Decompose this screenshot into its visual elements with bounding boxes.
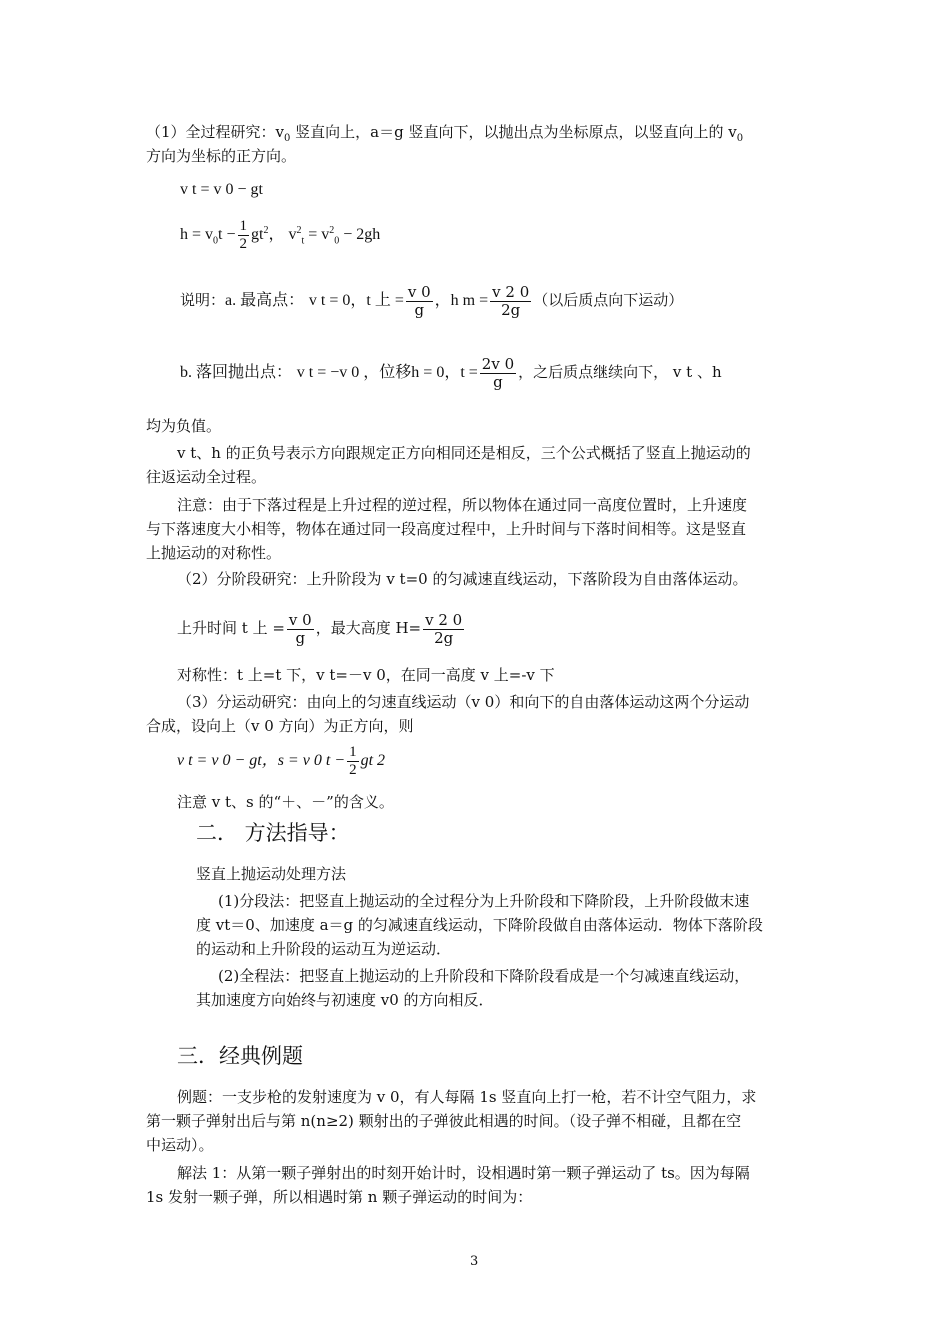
page-number: 3 bbox=[470, 1254, 479, 1269]
fraction-half-2: $\frac{1}{2}$ bbox=[349, 744, 357, 778]
note-highest-point: 说明：a. 最高点： v t = 0，t 上 = $\frac{v 0}{g}$ ，h m = $\frac{v 2 0}{2g}$ （以后质点向下运动） bbox=[180, 282, 684, 319]
para-sign-meaning-line2: 往返运动全过程。 bbox=[146, 468, 267, 486]
para-sign-meaning: v t、h 的正负号表示方向跟规定正方向相同还是相反，三个公式概括了竖直上抛运动的 bbox=[177, 444, 751, 462]
fraction-t-up: $\frac{v 0}{g}$ bbox=[407, 282, 431, 319]
para-stage-research: （2）分阶段研究：上升阶段为 v t=0 的匀减速直线运动，下落阶段为自由落体运动。 bbox=[177, 570, 748, 588]
section-heading-examples: 三．经典例题 bbox=[177, 1044, 303, 1068]
solution-1-line2: 1s 发射一颗子弹，所以相遇时第 n 颗子弹运动的时间为： bbox=[146, 1188, 533, 1206]
method-segment-line3: 的运动和上升阶段的运动互为逆运动． bbox=[196, 940, 452, 958]
para-component-motion: （3）分运动研究：由向上的匀速直线运动（v 0）和向下的自由落体运动这两个分运动 bbox=[177, 693, 750, 711]
note-return-point: b. 落回抛出点： v t = −v 0 ，位移h = 0，t = $\frac{2v 0}{g}$ ，之后质点继续向下， v t 、h bbox=[180, 354, 722, 391]
example-question: 例题：一支步枪的发射速度为 v 0，有人每隔 1s 竖直向上打一枪，若不计空气阻力，求 bbox=[177, 1088, 757, 1106]
method-segment-line2: 度 vt＝0、加速度 a＝g 的匀减速直线运动，下降阶段做自由落体运动．物体下落阶段 bbox=[196, 916, 763, 934]
equation-component: v t = v 0 − gt，s = v 0 t − $\frac{1}{2}$ gt 2 bbox=[177, 744, 386, 778]
negative-values: 均为负值。 bbox=[146, 417, 222, 435]
fraction-t-return: $\frac{2v 0}{g}$ bbox=[481, 354, 515, 391]
symmetry-formula: 对称性：t 上=t 下，v t=－v 0，在同一高度 v 上=-v 下 bbox=[177, 666, 555, 684]
equation-displacement: $h = v_0t$ − $\frac{1}{2}$ $gt^2$， $v^2_t = v^2_0 - 2gh$ bbox=[180, 218, 381, 252]
solution-1: 解法 1：从第一颗子弹射出的时刻开始计时，设相遇时第一颗子弹运动了 ts。因为每隔 bbox=[177, 1164, 750, 1182]
para-full-process-line2: 方向为坐标的正方向。 bbox=[146, 147, 297, 165]
para-component-motion-line2: 合成，设向上（v 0 方向）为正方向，则 bbox=[146, 717, 414, 735]
rise-time-formula: 上升时间 t 上 = $\frac{v 0}{g}$ ，最大高度 H= $\frac{v 2 0}{2g}$ bbox=[177, 610, 463, 647]
example-question-line3: 中运动）。 bbox=[146, 1136, 214, 1154]
example-question-line2: 第一颗子弹射出后与第 n(n≥2) 颗射出的子弹彼此相遇的时间。（设子弹不相碰，且都在空 bbox=[146, 1112, 742, 1130]
method-segment: (1)分段法：把竖直上抛运动的全过程分为上升阶段和下降阶段，上升阶段做末速 bbox=[218, 892, 750, 910]
fraction-max-height: $\frac{v 2 0}{2g}$ bbox=[425, 610, 463, 647]
method-title: 竖直上抛运动处理方法 bbox=[196, 865, 347, 883]
method-whole-line2: 其加速度方向始终与初速度 v0 的方向相反． bbox=[196, 991, 494, 1009]
attention-sign: 注意 v t、s 的“＋、－”的含义。 bbox=[177, 793, 394, 811]
fraction-h-max: $\frac{v 2 0}{2g}$ bbox=[492, 282, 530, 319]
fraction-half: $\frac{1}{2}$ bbox=[239, 218, 247, 252]
equation-velocity: v t = v 0 − gt bbox=[180, 181, 263, 198]
para-full-process: （1）全过程研究：$v_0$ 竖直向上，a＝g 竖直向下，以抛出点为坐标原点，以竖直向上的 $v_0$ bbox=[146, 123, 744, 144]
para-symmetry-note-line3: 上抛运动的对称性。 bbox=[146, 544, 282, 562]
section-heading-method: 二． 方法指导： bbox=[196, 821, 350, 845]
para-symmetry-note: 注意：由于下落过程是上升过程的逆过程，所以物体在通过同一高度位置时，上升速度 bbox=[177, 496, 748, 514]
fraction-rise-time: $\frac{v 0}{g}$ bbox=[288, 610, 312, 647]
method-whole: (2)全程法：把竖直上抛运动的上升阶段和下降阶段看成是一个匀减速直线运动， bbox=[218, 967, 750, 985]
para-symmetry-note-line2: 与下落速度大小相等，物体在通过同一段高度过程中，上升时间与下落时间相等。这是竖直 bbox=[146, 520, 747, 538]
